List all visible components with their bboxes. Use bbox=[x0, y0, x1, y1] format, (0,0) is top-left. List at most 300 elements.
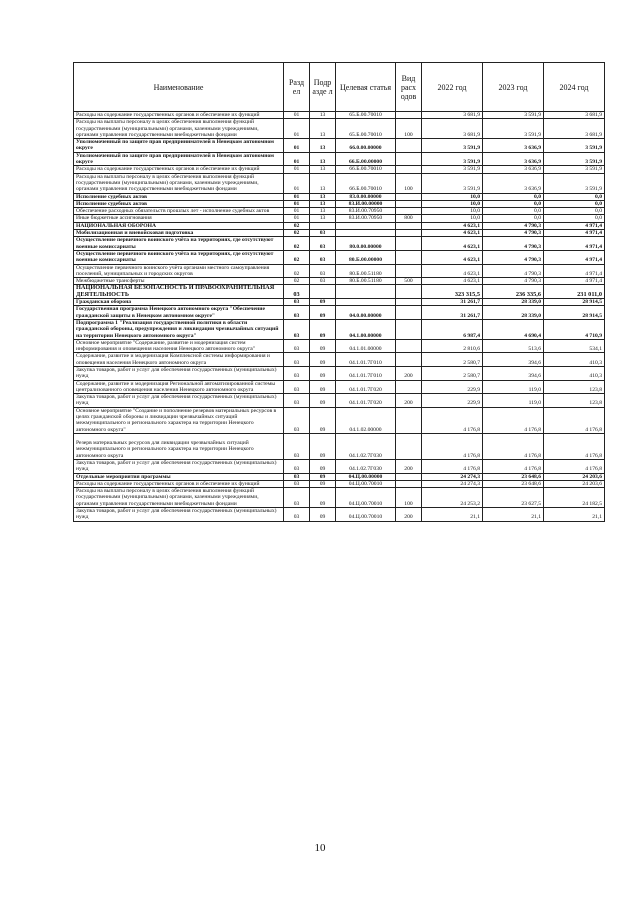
row-section: 01 bbox=[284, 215, 310, 222]
row-target: 80.Б.00.51180 bbox=[336, 278, 396, 285]
row-2023: 28 339,0 bbox=[483, 299, 544, 306]
row-subsection: 09 bbox=[310, 480, 336, 487]
row-type bbox=[396, 222, 422, 229]
row-type bbox=[396, 299, 422, 306]
header-target: Целевая статья bbox=[336, 63, 396, 112]
header-name: Наименование bbox=[74, 63, 284, 112]
row-target: 04.Ц.00.00000 bbox=[336, 473, 396, 480]
row-2022: 3 681,9 bbox=[422, 119, 483, 139]
row-target: 04.0.00.00000 bbox=[336, 306, 396, 320]
table-row bbox=[74, 119, 605, 139]
row-2024: 28 914,5 bbox=[544, 299, 605, 306]
row-section: 02 bbox=[284, 264, 310, 278]
row-target: 04.1.01.7Г020 bbox=[336, 380, 396, 394]
row-subsection: 09 bbox=[310, 407, 336, 433]
table-body bbox=[74, 112, 605, 522]
row-target: 66.Б.00.00000 bbox=[336, 152, 396, 166]
row-2022: 31 261,7 bbox=[422, 299, 483, 306]
row-2024: 123,8 bbox=[544, 380, 605, 394]
row-subsection: 09 bbox=[310, 380, 336, 394]
row-2024: 231 011,0 bbox=[544, 285, 605, 299]
table-row bbox=[74, 473, 605, 480]
row-2022: 323 315,5 bbox=[422, 285, 483, 299]
row-2024: 534,1 bbox=[544, 339, 605, 353]
row-2023: 21,1 bbox=[483, 508, 544, 522]
row-name: Содержание, развитие и модернизация Комплексной системы информирования и оповещения населения Ненецкого автономного округа bbox=[74, 353, 284, 367]
row-2024: 3 591,9 bbox=[544, 152, 605, 166]
row-section: 01 bbox=[284, 166, 310, 173]
row-name: Резерв материальных ресурсов для ликвидации чрезвычайных ситуаций межмуниципального и регионального характера на территории Ненецкого автономного округа bbox=[74, 433, 284, 459]
row-section: 03 bbox=[284, 306, 310, 320]
table-row bbox=[74, 112, 605, 119]
table-row bbox=[74, 306, 605, 320]
row-type bbox=[396, 200, 422, 207]
row-type bbox=[396, 407, 422, 433]
row-target: 66.Б.00.70010 bbox=[336, 173, 396, 193]
row-target: 83.И.00.70950 bbox=[336, 215, 396, 222]
row-2024: 4 971,4 bbox=[544, 230, 605, 237]
row-subsection: 13 bbox=[310, 193, 336, 200]
row-subsection: 03 bbox=[310, 278, 336, 285]
row-name: Уполномоченный по защите прав предпринимателей в Ненецком автономном округе bbox=[74, 152, 284, 166]
row-subsection: 03 bbox=[310, 264, 336, 278]
row-subsection: 09 bbox=[310, 508, 336, 522]
row-type bbox=[396, 193, 422, 200]
table-row bbox=[74, 508, 605, 522]
row-name: НАЦИОНАЛЬНАЯ БЕЗОПАСНОСТЬ И ПРАВООХРАНИТЕЛЬНАЯ ДЕЯТЕЛЬНОСТЬ bbox=[74, 285, 284, 299]
row-target: 04.1.01.7Г020 bbox=[336, 394, 396, 408]
row-2022: 24 274,3 bbox=[422, 473, 483, 480]
row-subsection: 09 bbox=[310, 306, 336, 320]
row-2024: 3 591,9 bbox=[544, 139, 605, 153]
row-section: 03 bbox=[284, 285, 310, 299]
row-type bbox=[396, 319, 422, 339]
row-subsection: 13 bbox=[310, 173, 336, 193]
row-name: Межбюджетные трансферты bbox=[74, 278, 284, 285]
table-row bbox=[74, 200, 605, 207]
row-subsection bbox=[310, 222, 336, 229]
row-section: 02 bbox=[284, 222, 310, 229]
row-2022: 4 623,1 bbox=[422, 264, 483, 278]
page-number: 10 bbox=[314, 842, 326, 854]
row-2022: 4 176,8 bbox=[422, 459, 483, 473]
row-subsection bbox=[310, 285, 336, 299]
table-row bbox=[74, 380, 605, 394]
row-type bbox=[396, 250, 422, 264]
row-type: 100 bbox=[396, 173, 422, 193]
table-row bbox=[74, 480, 605, 487]
row-2024: 4 971,4 bbox=[544, 222, 605, 229]
row-name: Содержание, развитие и модернизация Региональной автоматизированной системы централизованного оповещения населения Ненецкого автономного округа bbox=[74, 380, 284, 394]
row-2023: 3 636,9 bbox=[483, 166, 544, 173]
row-2024: 4 971,4 bbox=[544, 264, 605, 278]
row-target: 04.Ц.00.70010 bbox=[336, 488, 396, 508]
row-target: 04.1.02.7Г030 bbox=[336, 433, 396, 459]
row-2022: 4 623,1 bbox=[422, 230, 483, 237]
row-type bbox=[396, 208, 422, 215]
table-row bbox=[74, 366, 605, 380]
row-type: 500 bbox=[396, 278, 422, 285]
row-subsection: 09 bbox=[310, 394, 336, 408]
row-2022: 3 591,9 bbox=[422, 166, 483, 173]
row-name: Гражданская оборона bbox=[74, 299, 284, 306]
row-section: 03 bbox=[284, 353, 310, 367]
row-name: Расходы на содержание государственных органов и обеспечение их функций bbox=[74, 166, 284, 173]
row-2024: 4 710,9 bbox=[544, 319, 605, 339]
row-2024: 3 681,9 bbox=[544, 112, 605, 119]
table-row bbox=[74, 166, 605, 173]
row-2022: 2 580,7 bbox=[422, 366, 483, 380]
row-2023: 4 790,3 bbox=[483, 250, 544, 264]
row-2023: 394,6 bbox=[483, 366, 544, 380]
row-2022: 24 274,3 bbox=[422, 480, 483, 487]
row-subsection: 13 bbox=[310, 200, 336, 207]
row-2024: 0,0 bbox=[544, 200, 605, 207]
row-subsection: 09 bbox=[310, 488, 336, 508]
row-name: Осуществление первичного воинского учёта органами местного самоуправления поселений, муниципальных и городских округов bbox=[74, 264, 284, 278]
row-subsection: 09 bbox=[310, 366, 336, 380]
row-2023: 3 636,9 bbox=[483, 152, 544, 166]
row-section: 03 bbox=[284, 407, 310, 433]
row-2024: 123,8 bbox=[544, 394, 605, 408]
row-name: Расходы на содержание государственных органов и обеспечение их функций bbox=[74, 112, 284, 119]
row-target: 04.1.01.00000 bbox=[336, 339, 396, 353]
row-target: 83.0.00.00000 bbox=[336, 193, 396, 200]
row-2024: 3 591,9 bbox=[544, 166, 605, 173]
row-type bbox=[396, 152, 422, 166]
row-2023: 4 176,8 bbox=[483, 407, 544, 433]
header-type: Вид расх одов bbox=[396, 63, 422, 112]
row-2023: 3 591,9 bbox=[483, 112, 544, 119]
table-row bbox=[74, 319, 605, 339]
table-row bbox=[74, 299, 605, 306]
row-2024: 0,0 bbox=[544, 215, 605, 222]
row-name: Уполномоченный по защите прав предпринимателей в Ненецком автономном округе bbox=[74, 139, 284, 153]
row-2023: 4 790,3 bbox=[483, 230, 544, 237]
row-2023: 4 790,3 bbox=[483, 278, 544, 285]
row-name: Основное мероприятие "Создание и пополнение резервов материальных ресурсов в целях гражданской обороны и ликвидации чрезвычайных ситуаций межмуниципального и регионального характера на территории Ненецкого автономного округа" bbox=[74, 407, 284, 433]
row-2022: 2 580,7 bbox=[422, 353, 483, 367]
row-subsection: 13 bbox=[310, 139, 336, 153]
row-2023: 23 627,5 bbox=[483, 488, 544, 508]
row-2024: 21,1 bbox=[544, 508, 605, 522]
table-row bbox=[74, 193, 605, 200]
row-2022: 6 987,4 bbox=[422, 319, 483, 339]
row-type bbox=[396, 433, 422, 459]
row-target: 04.1.00.00000 bbox=[336, 319, 396, 339]
row-target: 04.1.01.7Г010 bbox=[336, 353, 396, 367]
row-2023: 0,0 bbox=[483, 193, 544, 200]
row-section: 01 bbox=[284, 152, 310, 166]
row-name: Иные бюджетные ассигнования bbox=[74, 215, 284, 222]
row-2023: 4 790,3 bbox=[483, 264, 544, 278]
header-section: Разд ел bbox=[284, 63, 310, 112]
row-2022: 2 810,6 bbox=[422, 339, 483, 353]
row-2023: 119,0 bbox=[483, 394, 544, 408]
header-2024: 2024 год bbox=[544, 63, 605, 112]
row-name: Закупка товаров, работ и услуг для обеспечения государственных (муниципальных) нужд bbox=[74, 459, 284, 473]
table-row bbox=[74, 433, 605, 459]
row-section: 02 bbox=[284, 250, 310, 264]
row-2022: 4 623,1 bbox=[422, 278, 483, 285]
row-name: Государственная программа Ненецкого автономного округа "Обеспечение гражданской защиты в Ненецком автономном округе" bbox=[74, 306, 284, 320]
row-name: Осуществление первичного воинского учёта на территориях, где отсутствуют военные комиссариаты bbox=[74, 250, 284, 264]
row-name: НАЦИОНАЛЬНАЯ ОБОРОНА bbox=[74, 222, 284, 229]
row-section: 01 bbox=[284, 112, 310, 119]
row-2023: 0,0 bbox=[483, 215, 544, 222]
row-2024: 4 176,8 bbox=[544, 433, 605, 459]
row-type bbox=[396, 339, 422, 353]
row-section: 01 bbox=[284, 193, 310, 200]
row-subsection: 03 bbox=[310, 237, 336, 251]
row-target: 80.Б.00.00000 bbox=[336, 250, 396, 264]
row-2024: 24 203,6 bbox=[544, 473, 605, 480]
row-2024: 28 914,5 bbox=[544, 306, 605, 320]
row-subsection: 03 bbox=[310, 230, 336, 237]
table-row bbox=[74, 353, 605, 367]
row-section: 01 bbox=[284, 173, 310, 193]
table-row bbox=[74, 230, 605, 237]
header-subsection: Подр азде л bbox=[310, 63, 336, 112]
row-2024: 0,0 bbox=[544, 208, 605, 215]
row-section: 03 bbox=[284, 480, 310, 487]
row-2022: 4 176,8 bbox=[422, 433, 483, 459]
row-2024: 410,3 bbox=[544, 353, 605, 367]
row-2022: 229,9 bbox=[422, 394, 483, 408]
row-type bbox=[396, 264, 422, 278]
row-target: 80.0.00.00000 bbox=[336, 237, 396, 251]
row-subsection: 09 bbox=[310, 299, 336, 306]
row-target bbox=[336, 222, 396, 229]
table-row bbox=[74, 222, 605, 229]
table-row bbox=[74, 488, 605, 508]
row-type bbox=[396, 237, 422, 251]
row-2023: 394,6 bbox=[483, 353, 544, 367]
row-2023: 4 176,8 bbox=[483, 459, 544, 473]
row-section: 03 bbox=[284, 459, 310, 473]
row-subsection: 03 bbox=[310, 250, 336, 264]
row-2022: 10,0 bbox=[422, 193, 483, 200]
row-2024: 3 681,9 bbox=[544, 119, 605, 139]
row-2023: 3 636,9 bbox=[483, 173, 544, 193]
row-subsection: 13 bbox=[310, 152, 336, 166]
table-row bbox=[74, 285, 605, 299]
row-2022: 4 623,1 bbox=[422, 250, 483, 264]
header-2022: 2022 год bbox=[422, 63, 483, 112]
row-2023: 3 591,9 bbox=[483, 119, 544, 139]
row-type bbox=[396, 112, 422, 119]
table-row bbox=[74, 394, 605, 408]
row-2022: 3 591,9 bbox=[422, 139, 483, 153]
row-target bbox=[336, 299, 396, 306]
row-name: Закупка товаров, работ и услуг для обеспечения государственных (муниципальных) нужд bbox=[74, 366, 284, 380]
row-target: 65.Б.00.70010 bbox=[336, 119, 396, 139]
row-2022: 21,1 bbox=[422, 508, 483, 522]
row-2024: 24 182,5 bbox=[544, 488, 605, 508]
row-name: Закупка товаров, работ и услуг для обеспечения государственных (муниципальных) нужд bbox=[74, 508, 284, 522]
row-section: 03 bbox=[284, 394, 310, 408]
table-row bbox=[74, 264, 605, 278]
row-subsection: 13 bbox=[310, 215, 336, 222]
row-2022: 10,0 bbox=[422, 208, 483, 215]
row-type bbox=[396, 353, 422, 367]
row-2022: 3 591,9 bbox=[422, 173, 483, 193]
row-type: 200 bbox=[396, 366, 422, 380]
row-subsection: 09 bbox=[310, 433, 336, 459]
row-2022: 4 623,1 bbox=[422, 237, 483, 251]
row-type: 200 bbox=[396, 459, 422, 473]
row-2023: 4 176,8 bbox=[483, 433, 544, 459]
row-subsection: 13 bbox=[310, 112, 336, 119]
row-2023: 4 790,3 bbox=[483, 237, 544, 251]
row-target bbox=[336, 230, 396, 237]
row-subsection: 09 bbox=[310, 459, 336, 473]
table-row bbox=[74, 278, 605, 285]
row-2022: 3 591,9 bbox=[422, 152, 483, 166]
table-row bbox=[74, 152, 605, 166]
row-section: 03 bbox=[284, 319, 310, 339]
row-section: 03 bbox=[284, 339, 310, 353]
row-section: 03 bbox=[284, 473, 310, 480]
table-row bbox=[74, 459, 605, 473]
table-row bbox=[74, 173, 605, 193]
row-2023: 28 339,0 bbox=[483, 306, 544, 320]
table-row bbox=[74, 139, 605, 153]
row-target: 04.Ц.00.70010 bbox=[336, 508, 396, 522]
row-subsection: 09 bbox=[310, 353, 336, 367]
row-2023: 4 690,4 bbox=[483, 319, 544, 339]
table-row bbox=[74, 407, 605, 433]
header-2023: 2023 год bbox=[483, 63, 544, 112]
row-target: 04.1.01.7Г010 bbox=[336, 366, 396, 380]
row-2024: 24 203,6 bbox=[544, 480, 605, 487]
row-target: 80.Б.00.51180 bbox=[336, 264, 396, 278]
row-section: 01 bbox=[284, 119, 310, 139]
row-type: 200 bbox=[396, 394, 422, 408]
row-2022: 4 176,8 bbox=[422, 407, 483, 433]
row-2024: 0,0 bbox=[544, 193, 605, 200]
row-section: 01 bbox=[284, 139, 310, 153]
row-name: Подпрограмма 1 "Реализация государственной политики в области гражданской обороны, предупреждения и ликвидации чрезвычайных ситуаций на территории Ненецкого автономного округа" bbox=[74, 319, 284, 339]
row-2024: 4 971,4 bbox=[544, 278, 605, 285]
row-target: 83.И.00.00000 bbox=[336, 200, 396, 207]
row-subsection: 09 bbox=[310, 339, 336, 353]
row-section: 03 bbox=[284, 380, 310, 394]
row-2023: 4 790,3 bbox=[483, 222, 544, 229]
row-name: Расходы на содержание государственных органов и обеспечение их функций bbox=[74, 480, 284, 487]
row-target: 04.1.02.7Г030 bbox=[336, 459, 396, 473]
row-name: Основное мероприятие "Содержание, развитие и модернизация систем информирования и оповещения населения Ненецкого автономного округа" bbox=[74, 339, 284, 353]
row-section: 02 bbox=[284, 278, 310, 285]
row-2022: 10,0 bbox=[422, 215, 483, 222]
row-type: 100 bbox=[396, 488, 422, 508]
row-2022: 3 681,9 bbox=[422, 112, 483, 119]
document-page bbox=[73, 62, 604, 522]
row-section: 03 bbox=[284, 366, 310, 380]
row-name: Расходы на выплаты персоналу в целях обеспечения выполнения функций государственными (муниципальными) органами, казенными учреждениями, органами управления государственными внебюджетными фондами bbox=[74, 173, 284, 193]
row-name: Осуществление первичного воинского учёта на территориях, где отсутствуют военные комиссариаты bbox=[74, 237, 284, 251]
row-target bbox=[336, 285, 396, 299]
row-2022: 229,9 bbox=[422, 380, 483, 394]
row-section: 03 bbox=[284, 433, 310, 459]
row-subsection: 09 bbox=[310, 319, 336, 339]
row-section: 03 bbox=[284, 508, 310, 522]
row-2024: 410,3 bbox=[544, 366, 605, 380]
table-row bbox=[74, 250, 605, 264]
row-type bbox=[396, 480, 422, 487]
row-2023: 513,6 bbox=[483, 339, 544, 353]
row-target: 66.Б.00.70010 bbox=[336, 166, 396, 173]
table-row bbox=[74, 215, 605, 222]
row-section: 01 bbox=[284, 208, 310, 215]
row-2022: 31 261,7 bbox=[422, 306, 483, 320]
row-2023: 23 648,6 bbox=[483, 480, 544, 487]
row-2024: 3 591,9 bbox=[544, 173, 605, 193]
row-2023: 3 636,9 bbox=[483, 139, 544, 153]
row-2023: 119,0 bbox=[483, 380, 544, 394]
row-target: 65.Б.00.70010 bbox=[336, 112, 396, 119]
row-2023: 0,0 bbox=[483, 208, 544, 215]
row-type bbox=[396, 473, 422, 480]
row-section: 03 bbox=[284, 299, 310, 306]
row-target: 04.1.02.00000 bbox=[336, 407, 396, 433]
row-2024: 4 971,4 bbox=[544, 250, 605, 264]
row-2023: 23 648,6 bbox=[483, 473, 544, 480]
row-name: Отдельные мероприятия программы bbox=[74, 473, 284, 480]
row-section: 01 bbox=[284, 200, 310, 207]
row-target: 66.0.00.00000 bbox=[336, 139, 396, 153]
row-subsection: 13 bbox=[310, 208, 336, 215]
row-subsection: 09 bbox=[310, 473, 336, 480]
row-section: 03 bbox=[284, 488, 310, 508]
row-name: Обеспечение расходных обязательств прошлых лет - исполнение судебных актов bbox=[74, 208, 284, 215]
row-subsection: 13 bbox=[310, 166, 336, 173]
row-2023: 0,0 bbox=[483, 200, 544, 207]
header-row bbox=[74, 63, 605, 112]
table-row bbox=[74, 208, 605, 215]
row-name: Расходы на выплаты персоналу в целях обеспечения выполнения функций государственными (муниципальными) органами, казенными учреждениями, органами управления государственными внебюджетными фондами bbox=[74, 119, 284, 139]
row-section: 02 bbox=[284, 237, 310, 251]
row-name: Исполнение судебных актов bbox=[74, 193, 284, 200]
row-type: 200 bbox=[396, 508, 422, 522]
row-name: Мобилизационная и вневойсковая подготовка bbox=[74, 230, 284, 237]
row-type: 100 bbox=[396, 119, 422, 139]
row-2024: 4 176,8 bbox=[544, 459, 605, 473]
row-2024: 4 971,4 bbox=[544, 237, 605, 251]
row-2022: 24 253,2 bbox=[422, 488, 483, 508]
row-subsection: 13 bbox=[310, 119, 336, 139]
row-section: 02 bbox=[284, 230, 310, 237]
table-row bbox=[74, 237, 605, 251]
row-type bbox=[396, 166, 422, 173]
row-name: Расходы на выплаты персоналу в целях обеспечения выполнения функций государственными (муниципальными) органами, казенными учреждениями, органами управления государственными внебюджетными фондами bbox=[74, 488, 284, 508]
row-2022: 10,0 bbox=[422, 200, 483, 207]
row-target: 83.И.00.70950 bbox=[336, 208, 396, 215]
budget-table bbox=[73, 62, 605, 522]
row-type: 800 bbox=[396, 215, 422, 222]
row-type bbox=[396, 285, 422, 299]
row-2024: 4 176,8 bbox=[544, 407, 605, 433]
row-name: Исполнение судебных актов bbox=[74, 200, 284, 207]
row-2023: 236 335,6 bbox=[483, 285, 544, 299]
table-row bbox=[74, 339, 605, 353]
row-type bbox=[396, 380, 422, 394]
row-target: 04.Ц.00.70010 bbox=[336, 480, 396, 487]
row-2022: 4 623,1 bbox=[422, 222, 483, 229]
row-name: Закупка товаров, работ и услуг для обеспечения государственных (муниципальных) нужд bbox=[74, 394, 284, 408]
row-type bbox=[396, 306, 422, 320]
row-type bbox=[396, 230, 422, 237]
